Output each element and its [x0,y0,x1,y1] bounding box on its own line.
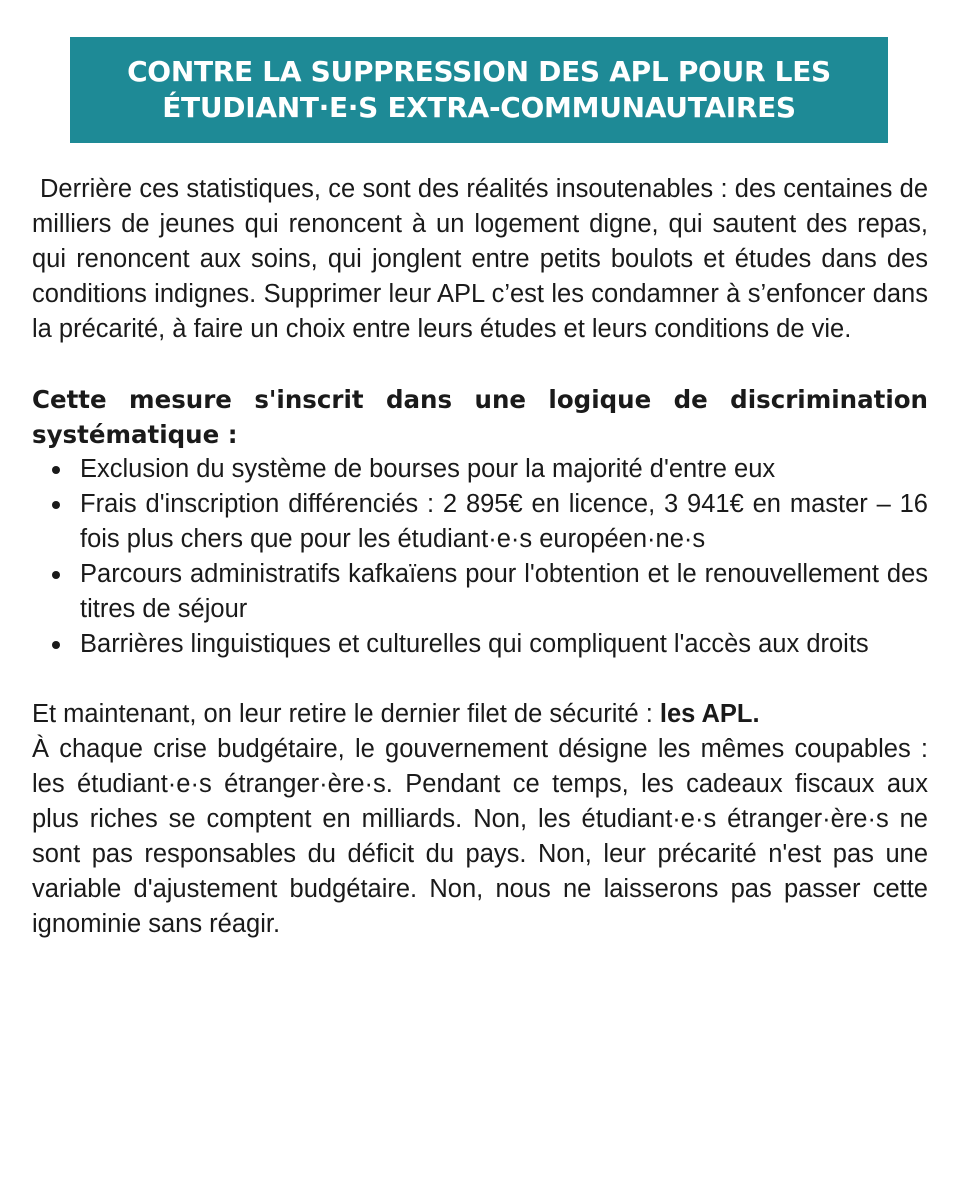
list-item [32,452,928,487]
discrimination-heading: Cette mesure s'inscrit dans une logique de discrimination systématique : [32,385,928,449]
title-banner [70,37,888,143]
list-item-text: Parcours administratifs kafkaïens pour l'obtention et le renouvellement des titres de séjour [80,560,928,623]
list-item [32,487,928,557]
closing-lead [32,697,928,732]
page-title [107,54,851,126]
list-item [32,557,928,627]
list-item-text: Exclusion du système de bourses pour la majorité d'entre eux [80,455,776,483]
intro-paragraph: Derrière ces statistiques, ce sont des réalités insoutenables : des centaines de milliers de jeunes qui renoncent à un logement digne, qui sautent des repas, qui renoncent aux soins, qui jonglent entre petits boulots et études dans des conditions indignes. Supprimer leur APL c’est les condamner à s’enfoncer dans la précarité, à faire un choix entre leurs études et leurs conditions de vie. [32,175,928,343]
bullet-icon [52,641,60,649]
article-body [32,172,928,942]
list-item [32,627,928,662]
closing-paragraph: À chaque crise budgétaire, le gouvernement désigne les mêmes coupables : les étudiant·e·s étranger·ère·s. Pendant ce temps, les cadeaux fiscaux aux plus riches se comptent en milliards. Non, les étudiant·e·s étranger·ère·s ne sont pas responsables du déficit du pays. Non, leur précarité n'est pas une variable d'ajustement budgétaire. Non, nous ne laisserons pas passer cette ignominie sans réagir. [32,735,928,938]
list-item-text: Barrières linguistiques et culturelles qui compliquent l'accès aux droits [80,630,869,658]
closing-lead-text: Et maintenant, on leur retire le dernier filet de sécurité : [32,700,660,728]
discrimination-list [32,452,928,662]
bullet-icon [52,571,60,579]
bullet-icon [52,466,60,474]
title-line-1: CONTRE LA SUPPRESSION DES APL POUR LES [127,55,831,88]
list-item-text: Frais d'inscription différenciés : 2 895€ en licence, 3 941€ en master – 16 fois plus chers que pour les étudiant·e·s européen·ne·s [80,490,928,553]
title-line-2: ÉTUDIANT·E·S EXTRA-COMMUNAUTAIRES [162,91,796,124]
closing-lead-emphasis: les APL. [659,700,760,728]
bullet-icon [52,501,60,509]
